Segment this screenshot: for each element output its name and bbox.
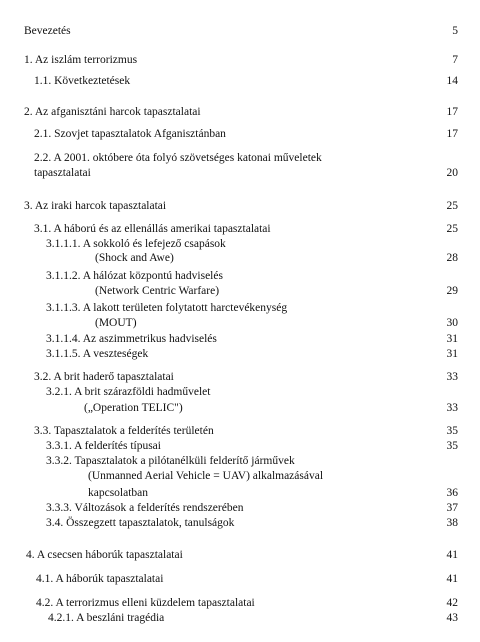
toc-entry-page: 37: [446, 502, 458, 514]
toc-entry-page: 33: [446, 371, 458, 383]
toc-entry-title: 1.1. Következtetések: [34, 75, 131, 87]
toc-entry-page: 28: [446, 252, 458, 264]
toc-entry-title: 3.4. Összegzett tapasztalatok, tanulságok: [46, 517, 235, 529]
toc-entry-title: 3.3. Tapasztalatok a felderítés területén: [34, 425, 214, 437]
toc-entry-page: 25: [446, 200, 458, 212]
toc-entry-title: 4.2. A terrorizmus elleni küzdelem tapasztalatai: [36, 597, 255, 609]
toc-entry-title: 3.1.1.2. A hálózat központú hadviselés: [46, 270, 223, 282]
toc-entry-title: 4.2.1. A beszláni tragédia: [48, 612, 165, 624]
toc-entry-page: 42: [446, 597, 458, 609]
toc-entry-page: 41: [446, 573, 458, 585]
toc-entry-page: 17: [446, 106, 458, 118]
toc-entry-title: (Unmanned Aerial Vehicle = UAV) alkalmazásával: [88, 470, 324, 482]
toc-entry-page: 30: [446, 317, 458, 329]
toc-entry-page: 36: [446, 487, 458, 499]
toc-entry-page: 29: [446, 285, 458, 297]
toc-entry-page: 38: [446, 517, 458, 529]
toc-entry-page: 33: [446, 402, 458, 414]
toc-entry-page: 14: [446, 75, 458, 87]
toc-entry-page: 20: [446, 167, 458, 179]
toc-entry-title: 3.1.1.1. A sokkoló és lefejező csapások: [46, 238, 226, 250]
toc-entry-title: 1. Az iszlám terrorizmus: [24, 54, 138, 66]
toc-entry-title: 3.3.3. Változások a felderítés rendszerében: [46, 502, 244, 514]
toc-entry-title: 3.1.1.4. Az aszimmetrikus hadviselés: [46, 333, 217, 345]
toc-entry-page: 17: [446, 128, 458, 140]
toc-entry-title: (MOUT): [95, 317, 137, 329]
toc-entry-page: 41: [446, 549, 458, 561]
toc-entry-page: 31: [446, 348, 458, 360]
toc-entry-title: 3.3.1. A felderítés típusai: [46, 440, 161, 452]
toc-entry-title: 3.1.1.5. A veszteségek: [46, 348, 149, 360]
toc-entry-title: 2.1. Szovjet tapasztalatok Afganisztánban: [34, 128, 226, 140]
toc-entry-title: 3.1. A háború és az ellenállás amerikai tapasztalatai: [34, 223, 271, 235]
toc-entry-title: 2. Az afganisztáni harcok tapasztalatai: [24, 106, 201, 118]
toc-entry-page: 35: [446, 440, 458, 452]
toc-entry-title: 4. A csecsen háborúk tapasztalatai: [26, 549, 183, 561]
toc-entry-title: 3.2.1. A brit szárazföldi hadművelet: [46, 386, 211, 398]
toc-entry-title: tapasztalatai: [34, 167, 91, 179]
toc-entry-page: 31: [446, 333, 458, 345]
toc-entry-title: kapcsolatban: [88, 487, 149, 499]
toc-entry-title: 4.1. A háborúk tapasztalatai: [36, 573, 164, 585]
toc-entry-title: 3.2. A brit haderő tapasztalatai: [34, 371, 174, 383]
toc-entry-title: 3. Az iraki harcok tapasztalatai: [24, 200, 167, 212]
toc-entry-title: Bevezetés: [24, 25, 71, 37]
toc-entry-title: (Network Centric Warfare): [95, 285, 220, 297]
toc-entry-title: 3.3.2. Tapasztalatok a pilótanélküli felderítő járművek: [46, 455, 295, 467]
toc-entry-page: 35: [446, 425, 458, 437]
toc-entry-title: 2.2. A 2001. októbere óta folyó szövetséges katonai műveletek: [34, 152, 322, 164]
toc-entry-title: (Shock and Awe): [95, 252, 174, 264]
toc-entry-title: („Operation TELIC"): [84, 402, 183, 414]
toc-entry-title: 3.1.1.3. A lakott területen folytatott harctevékenység: [46, 302, 288, 314]
toc-entry-page: 7: [452, 54, 458, 66]
toc-entry-page: 25: [446, 223, 458, 235]
toc-entry-page: 5: [452, 25, 458, 37]
toc-entry-page: 43: [446, 612, 458, 624]
